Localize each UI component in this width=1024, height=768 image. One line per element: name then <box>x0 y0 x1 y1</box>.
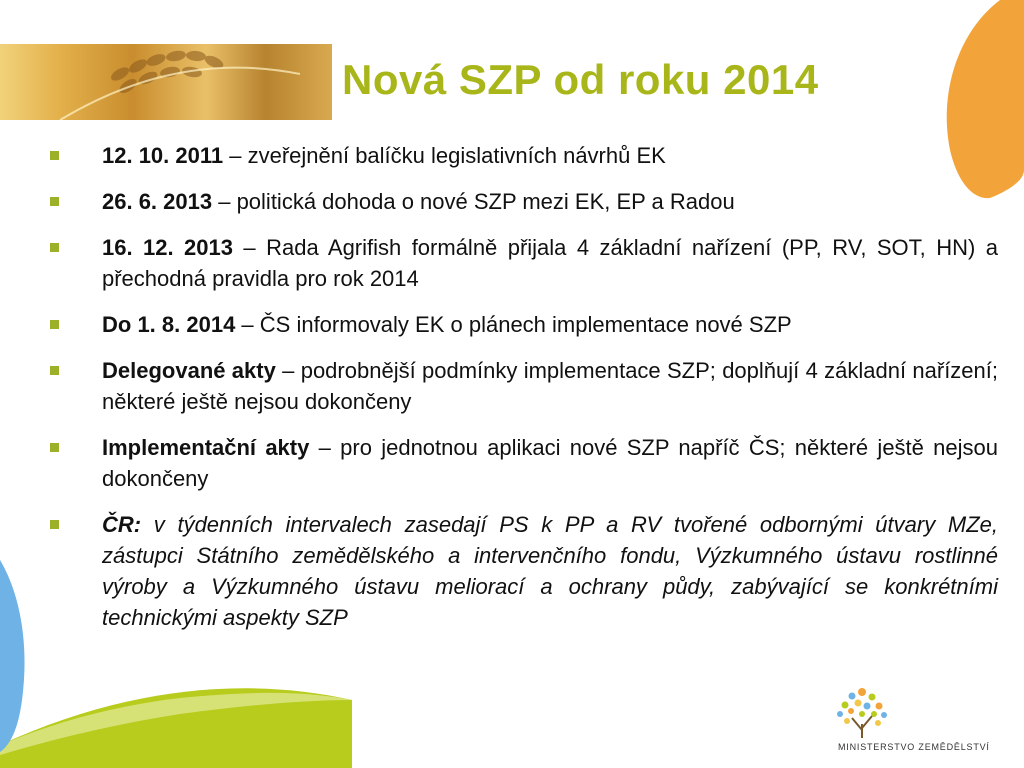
item-date: 16. 12. 2013 <box>102 235 233 260</box>
item-heading: ČR: <box>102 512 142 537</box>
item-text: – podrobnější podmínky implementace SZP; doplňují 4 základní nařízení; některé ještě nejsou dokončeny <box>102 358 998 414</box>
bullet-marker <box>50 320 59 329</box>
item-date: 26. 6. 2013 <box>102 189 213 214</box>
bullet-marker <box>50 366 59 375</box>
item-heading: Implementační akty <box>102 435 310 460</box>
wheat-ears-illustration <box>0 44 332 120</box>
bullet-marker <box>50 151 59 160</box>
list-item <box>50 186 998 217</box>
blue-leaf-shape <box>0 560 25 752</box>
list-item <box>50 232 998 294</box>
page-title: Nová SZP od roku 2014 <box>342 56 819 103</box>
logo-label: MINISTERSTVO ZEMĚDĚLSTVÍ <box>838 742 990 752</box>
bullet-marker <box>50 520 59 529</box>
item-text: – zveřejnění balíčku legislativních návrhů EK <box>223 143 666 168</box>
bullet-marker <box>50 197 59 206</box>
list-item <box>50 140 998 171</box>
list-item <box>50 432 998 494</box>
wheat-header-image <box>0 44 332 120</box>
item-date: 12. 10. 2011 <box>102 143 224 168</box>
bullet-marker <box>50 443 59 452</box>
item-text: – pro jednotnou aplikaci nové SZP napříč ČS; některé ještě nejsou dokončeny <box>102 435 998 491</box>
item-heading: Delegované akty <box>102 358 276 383</box>
item-date: Do 1. 8. 2014 <box>102 312 236 337</box>
item-text: – Rada Agrifish formálně přijala 4 základní nařízení (PP, RV, SOT, HN) a přechodná pravidla pro rok 2014 <box>102 235 998 291</box>
list-item <box>50 509 998 633</box>
list-item <box>50 309 998 340</box>
bullet-marker <box>50 243 59 252</box>
list-item <box>50 355 998 417</box>
item-text: v týdenních intervalech zasedají PS k PP a RV tvořené odbornými útvary MZe, zástupci Státního zemědělského a intervenčního fondu, Výzkumného ústavu rostlinné výroby a Výzkumného ústavu meliorací a ochrany půdy, zabývající se konkrétními technickými aspekty SZP <box>102 512 998 630</box>
bullet-list <box>50 140 998 648</box>
item-text: – politická dohoda o nové SZP mezi EK, EP a Radou <box>212 189 735 214</box>
item-text: – ČS informovaly EK o plánech implementace nové SZP <box>235 312 792 337</box>
